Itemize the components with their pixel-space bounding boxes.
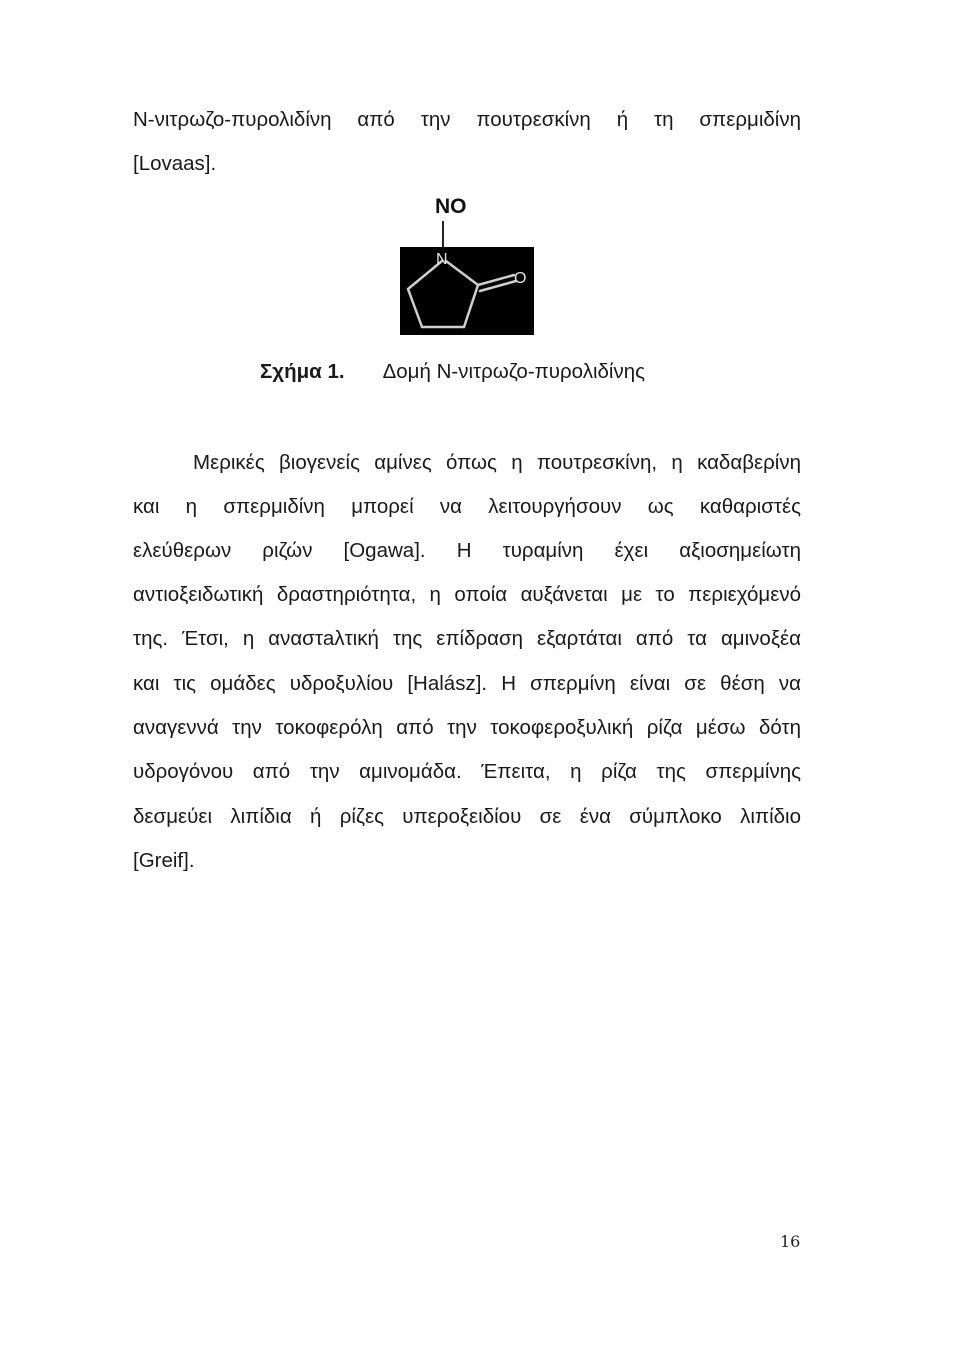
paragraph-line-9: δεσμεύει λιπίδια ή ρίζες υπεροξειδίου σε ένα σύμπλοκο λιπίδιο: [133, 805, 801, 828]
paragraph-line-10: [Greif].: [133, 849, 195, 872]
page-number: 16: [780, 1232, 801, 1251]
paragraph-line-2: και η σπερμιδίνη μπορεί να λειτουργήσουν ως καθαριστές: [133, 495, 801, 518]
nitrogen-atom-label: N: [436, 251, 448, 268]
paragraph-line-5: της. Έτσι, η αναστaλτική της επίδραση εξαρτάται από τα αμινοξέα: [133, 627, 801, 650]
intro-line-1: Ν-νιτρωζο-πυρολιδίνη από την πουτρεσκίνη ή τη σπερμιδίνη: [133, 108, 801, 131]
caption-label: Σχήμα 1.: [260, 360, 345, 383]
caption-text: Δομή Ν-νιτρωζο-πυρολιδίνης: [382, 360, 645, 383]
paragraph-line-6: και τις ομάδες υδροξυλίου [Halász]. Η σπερμίνη είναι σε θέση να: [133, 672, 801, 695]
pyrrolidine-structure-image: [400, 247, 534, 335]
oxygen-atom-label: O: [514, 270, 527, 287]
paragraph-line-1: Μερικές βιογενείς αμίνες όπως η πουτρεσκίνη, η καδαβερίνη: [193, 451, 801, 474]
nitroso-group-label: NO: [435, 195, 467, 218]
paragraph-line-4: αντιοξειδωτική δραστηριότητα, η οποία αυξάνεται με το περιεχόμενό: [133, 583, 801, 606]
figure-caption: [260, 360, 645, 384]
paragraph-line-7: αναγεννά την τοκοφερόλη από την τοκοφεροξυλική ρίζα μέσω δότη: [133, 716, 801, 739]
molecule-drawing: [400, 247, 534, 335]
paragraph-line-8: υδρογόνου από την αμινομάδα. Έπειτα, η ρίζα της σπερμίνης: [133, 760, 801, 783]
intro-line-2: [Lovaas].: [133, 152, 217, 175]
structure-figure: [400, 193, 535, 335]
n-no-bond: [442, 221, 444, 247]
paragraph-line-3: ελεύθερων ριζών [Ogawa]. Η τυραμίνη έχει αξιοσημείωτη: [133, 539, 801, 562]
